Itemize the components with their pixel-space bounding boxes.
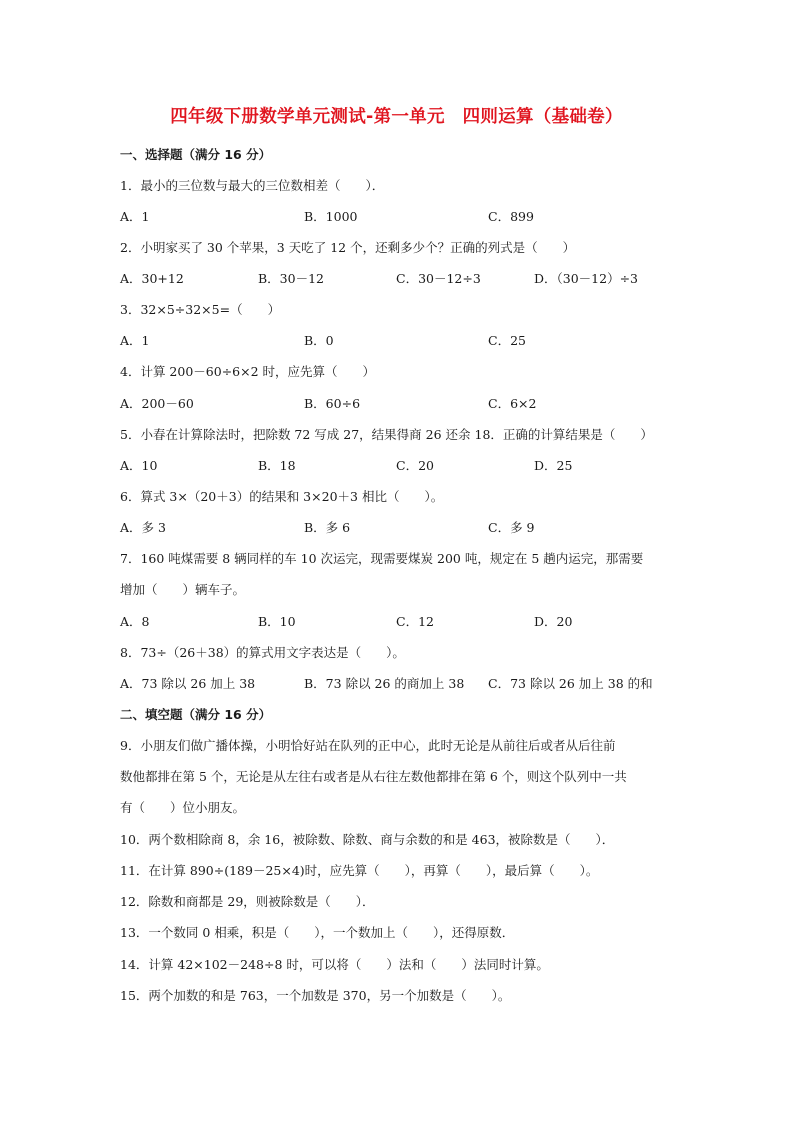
question-2: 2．小明家买了 30 个苹果，3 天吃了 12 个，还剩多少个？正确的列式是（ ）: [120, 240, 576, 255]
question-5: 5．小春在计算除法时，把除数 72 写成 27，结果得商 26 还余 18．正确的计算结果是（ ）: [120, 427, 653, 442]
option-3b: B．0: [304, 333, 334, 348]
option-6a: A．多 3: [120, 520, 166, 535]
option-7b: B．10: [258, 614, 296, 629]
page-title: 四年级下册数学单元测试-第一单元 四则运算（基础卷）: [170, 107, 623, 127]
question-13: 13．一个数同 0 相乘，积是（ ），一个数加上（ ），还得原数．: [120, 925, 515, 940]
option-5c: C．20: [396, 458, 434, 473]
option-5b: B．18: [258, 458, 296, 473]
option-5a: A．10: [120, 458, 158, 473]
option-4a: A．200－60: [120, 396, 194, 411]
option-1a: A．1: [120, 209, 150, 224]
option-2b: B．30－12: [258, 271, 324, 286]
question-11: 11．在计算 890÷(189－25×4)时，应先算（ ），再算（ ），最后算（ ）。: [120, 863, 599, 878]
option-1c: C．899: [488, 209, 534, 224]
section-heading-fill: 二、填空题（满分 16 分）: [120, 707, 272, 722]
question-6: 6．算式 3×（20＋3）的结果和 3×20＋3 相比（ ）。: [120, 489, 444, 504]
option-8b: B．73 除以 26 的商加上 38: [304, 676, 465, 691]
question-7-line-2: 增加（ ）辆车子。: [120, 582, 246, 597]
question-9-line-1: 9．小朋友们做广播体操，小明恰好站在队列的正中心，此时无论是从前往后或者从后往前: [120, 738, 616, 753]
question-12: 12．除数和商都是 29，则被除数是（ ）．: [120, 894, 375, 909]
question-15: 15．两个加数的和是 763，一个加数是 370，另一个加数是（ ）。: [120, 988, 511, 1003]
option-1b: B．1000: [304, 209, 358, 224]
option-2a: A．30+12: [120, 271, 184, 286]
question-10: 10．两个数相除商 8，余 16，被除数、除数、商与余数的和是 463，被除数是（ ）．: [120, 832, 615, 847]
option-8c: C．73 除以 26 加上 38 的和: [488, 676, 653, 691]
option-8a: A．73 除以 26 加上 38: [120, 676, 256, 691]
option-6b: B．多 6: [304, 520, 351, 535]
question-3: 3．32×5÷32×5=（ ）: [120, 302, 281, 317]
question-1: 1．最小的三位数与最大的三位数相差（ ）．: [120, 178, 385, 193]
question-4: 4．计算 200－60÷6×2 时，应先算（ ）: [120, 364, 376, 379]
option-3a: A．1: [120, 333, 150, 348]
option-7c: C．12: [396, 614, 434, 629]
question-14: 14．计算 42×102－248÷8 时，可以将（ ）法和（ ）法同时计算。: [120, 957, 549, 972]
question-8: 8．73÷（26＋38）的算式用文字表达是（ ）。: [120, 645, 405, 660]
option-2d: D．（30－12）÷3: [534, 271, 639, 286]
question-9-line-2: 数他都排在第 5 个，无论是从左往右或者是从右往左数他都排在第 6 个，则这个队列中一共: [120, 769, 627, 784]
option-7d: D．20: [534, 614, 573, 629]
question-7-line-1: 7．160 吨煤需要 8 辆同样的车 10 次运完，现需要煤炭 200 吨，规定在 5 趟内运完，那需要: [120, 551, 644, 566]
option-5d: D．25: [534, 458, 573, 473]
option-2c: C．30－12÷3: [396, 271, 481, 286]
option-4b: B．60÷6: [304, 396, 361, 411]
option-4c: C．6×2: [488, 396, 537, 411]
option-3c: C．25: [488, 333, 526, 348]
option-7a: A．8: [120, 614, 150, 629]
section-heading-choice: 一、选择题（满分 16 分）: [120, 147, 272, 162]
question-9-line-3: 有（ ）位小朋友。: [120, 800, 246, 815]
option-6c: C．多 9: [488, 520, 535, 535]
